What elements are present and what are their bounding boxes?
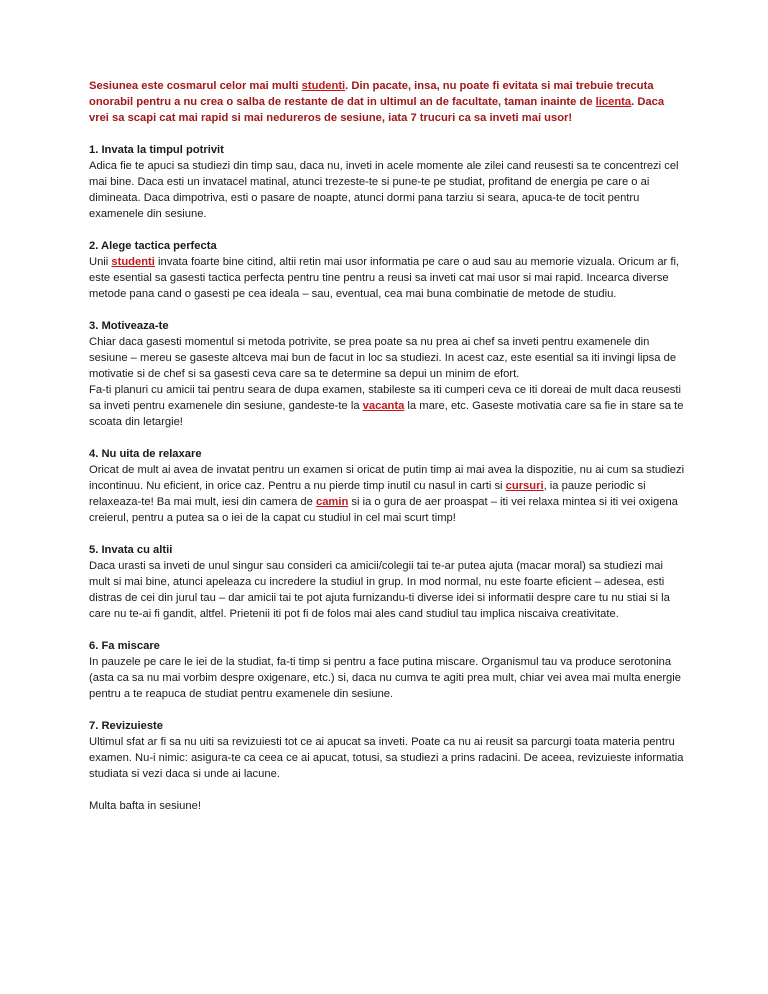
section-3 — [89, 318, 687, 430]
section-2-body — [89, 254, 687, 302]
closing-line: Multa bafta in sesiune! — [89, 800, 201, 812]
section-1-body: Adica fie te apuci sa studiezi din timp sau, daca nu, inveti in acele momente ale zilei cand reusesti sa te concentrezi cel mai bine. Daca esti un invatacel matinal, atunci trezeste-te si pune-te pe studiat, profitand de energia pe care o ai dimineata. Daca dimpotriva, esti o pasare de noapte, atunci dormi pana tarziu si seara, apuca-te de tocit pentru examenele din sesiune. — [89, 160, 679, 220]
section-2-text: invata foarte bine citind, altii retin mai usor informatia pe care o aud sau au memorie vizuala. Oricum ar fi, este esential sa gasesti tactica perfecta pentru tine pentru a reusi sa inveti cat mai usor si mai rapid. Incearca diverse metode pana cand o gasesti pe cea ideala – sau, eventual, cea mai buna combinatie de metode de studiu. — [89, 256, 680, 300]
link-vacanta[interactable]: vacanta — [362, 400, 405, 412]
section-5 — [89, 542, 687, 622]
section-4 — [89, 446, 687, 526]
section-5-body: Daca urasti sa inveti de unul singur sau consideri ca amicii/colegii tai te-ar putea ajuta (macar moral) sa studiezi mai mult si mai bine, atunci apeleaza cu incredere la studiul in grup. In mod normal, nu este foarte eficient – adesea, esti distras de cei din jurul tau – dar amicii tai te pot ajuta furnizandu-ti diverse idei si informatii despre care tu nu stiai si la care nu te-ai fi gandit, altfel. Prietenii iti pot fi de folos mai ales cand studiul tau implica niscaiva creativitate. — [89, 560, 670, 620]
section-4-title: 4. Nu uita de relaxare — [89, 448, 202, 460]
section-7 — [89, 718, 687, 782]
link-studenti[interactable]: studenti — [301, 80, 346, 92]
link-cursuri[interactable]: cursuri — [505, 480, 544, 492]
section-3-text: Fa-ti planuri cu amicii tai pentru seara de dupa examen, stabileste sa iti cumperi ceva ce iti doreai de mult daca reusesti sa inveti pentru examenele din sesiune, gandeste-te la — [89, 384, 681, 412]
section-1-title: 1. Invata la timpul potrivit — [89, 144, 224, 156]
section-3-title: 3. Motiveaza-te — [89, 320, 169, 332]
section-6-body: In pauzele pe care le iei de la studiat, fa-ti timp si pentru a face putina miscare. Organismul tau va produce serotonina (asta ca sa nu mai vorbim despre oxigenare, etc.) si, daca nu cumva te agiti prea mult, chiar vei avea mai multa energie pentru a te reapuca de studiat pentru examenele din sesiune. — [89, 656, 681, 700]
section-2-text: Unii — [89, 256, 112, 268]
section-4-text: Oricat de mult ai avea de invatat pentru un examen si oricat de putin timp ai mai avea la dispozitie, nu ai cum sa studiezi incontinuu. Nu eficient, in orice caz. Pentru a nu pierde timp inutil cu nasul in carti si — [89, 464, 685, 492]
link-licenta[interactable]: licenta — [595, 96, 632, 108]
article-body — [89, 78, 687, 814]
section-4-text: si ia o gura de aer proaspat – iti vei relaxa mintea si iti vei oxigena creierul, pentru a putea sa o iei de la capat cu studiul in cel mai scurt timp! — [89, 496, 678, 524]
section-2-title: 2. Alege tactica perfecta — [89, 240, 217, 252]
intro-text: . Din pacate, insa, nu poate fi evitata si mai trebuie trecuta onorabil pentru a nu crea o salba de restante de dat in ultimul an de facultate, taman inainte de — [89, 80, 654, 108]
intro-paragraph — [89, 78, 687, 126]
section-2 — [89, 238, 687, 302]
section-7-body: Ultimul sfat ar fi sa nu uiti sa revizuiesti tot ce ai apucat sa inveti. Poate ca nu ai reusit sa parcurgi toata materia pentru examen. Nu-i nimic: asigura-te ca ceea ce ai apucat, totusi, sa studiezi a prins radacini. De aceea, revizuieste informatia studiata si vezi daca si unde ai lacune. — [89, 736, 684, 780]
link-studenti-2[interactable]: studenti — [111, 256, 155, 268]
section-6 — [89, 638, 687, 702]
section-7-title: 7. Revizuieste — [89, 720, 163, 732]
section-4-body — [89, 462, 687, 526]
section-1 — [89, 142, 687, 222]
section-6-title: 6. Fa miscare — [89, 640, 160, 652]
section-3-body-2 — [89, 382, 687, 430]
section-3-body: Chiar daca gasesti momentul si metoda potrivite, se prea poate sa nu prea ai chef sa inveti pentru examenele din sesiune – mereu se gaseste altceva mai bun de facut in loc sa studiezi. In acest caz, este esential sa iti invingi lipsa de motivatie si de chef si sa gasesti ceva care sa te determine sa depui un minim de efort. — [89, 336, 677, 380]
section-5-title: 5. Invata cu altii — [89, 544, 173, 556]
section-3-text: la mare, etc. Gaseste motivatia care sa fie in stare sa te scoata din letargie! — [89, 400, 684, 428]
intro-text: . Daca vrei sa scapi cat mai rapid si mai nedureros de sesiune, iata 7 trucuri ca sa inveti mai usor! — [89, 96, 665, 124]
link-camin[interactable]: camin — [315, 496, 349, 508]
intro-text: Sesiunea este cosmarul celor mai multi — [89, 80, 302, 92]
section-4-text: , ia pauze periodic si relaxeaza-te! Ba mai mult, iesi din camera de — [89, 480, 646, 508]
